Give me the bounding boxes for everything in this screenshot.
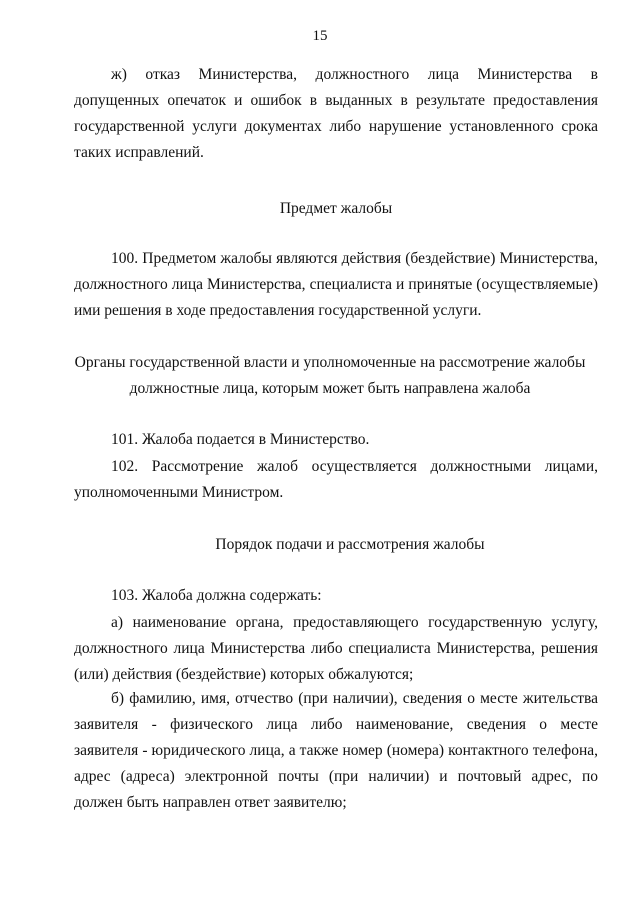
paragraph-101: [74, 427, 598, 453]
paragraph-line: 103. Жалоба должна содержать:: [111, 587, 322, 604]
section-heading-procedure: [100, 532, 600, 558]
list-item-a: [74, 610, 598, 688]
paragraph-line: б) фамилию, имя, отчество (при наличии), сведения о месте жительства: [111, 690, 598, 707]
paragraph-line: уполномоченными Министром.: [74, 484, 284, 501]
paragraph-line: допущенных опечаток и ошибок в выданных в результате предоставления: [74, 92, 598, 109]
section-heading-subject: [74, 196, 598, 222]
list-item-b: [74, 686, 598, 816]
heading-line: должностные лица, которым может быть направлена жалоба: [129, 380, 531, 397]
paragraph-line: (или) действия (бездействие) которых обжалуются;: [74, 666, 414, 683]
section-heading-authorities: [60, 350, 600, 402]
paragraph-line: должностного лица Министерства либо специалиста Министерства, решения: [74, 640, 598, 657]
heading-line: Органы государственной власти и уполномоченные на рассмотрение жалобы: [74, 354, 586, 371]
paragraph-line: государственной услуги документах либо нарушение установленного срока: [74, 118, 598, 135]
paragraph-100: [74, 246, 598, 324]
paragraph-line: заявителя - юридического лица, а также номер (номера) контактного телефона,: [74, 742, 598, 759]
paragraph-line: 100. Предметом жалобы являются действия (бездействие) Министерства,: [111, 250, 598, 267]
heading-line: Порядок подачи и рассмотрения жалобы: [215, 536, 485, 553]
paragraph-line: заявителя - физического лица либо наименование, сведения о месте: [74, 716, 598, 733]
paragraph-line: таких исправлений.: [74, 144, 204, 161]
paragraph-103: [74, 583, 598, 609]
paragraph-102: [74, 454, 598, 506]
paragraph-zh: [74, 62, 598, 166]
paragraph-line: должен быть направлен ответ заявителю;: [74, 794, 347, 811]
paragraph-line: 102. Рассмотрение жалоб осуществляется должностными лицами,: [111, 458, 598, 475]
paragraph-line: должностного лица Министерства, специалиста и принятые (осуществляемые): [74, 276, 598, 293]
paragraph-line: ими решения в ходе предоставления государственной услуги.: [74, 302, 482, 319]
paragraph-line: а) наименование органа, предоставляющего государственную услугу,: [111, 614, 598, 631]
page-number: 15: [312, 28, 328, 44]
heading-line: Предмет жалобы: [279, 200, 393, 217]
paragraph-line: 101. Жалоба подается в Министерство.: [111, 431, 370, 448]
paragraph-line: адрес (адреса) электронной почты (при наличии) и почтовый адрес, по: [74, 768, 598, 785]
paragraph-line: ж) отказ Министерства, должностного лица Министерства в: [111, 66, 598, 83]
